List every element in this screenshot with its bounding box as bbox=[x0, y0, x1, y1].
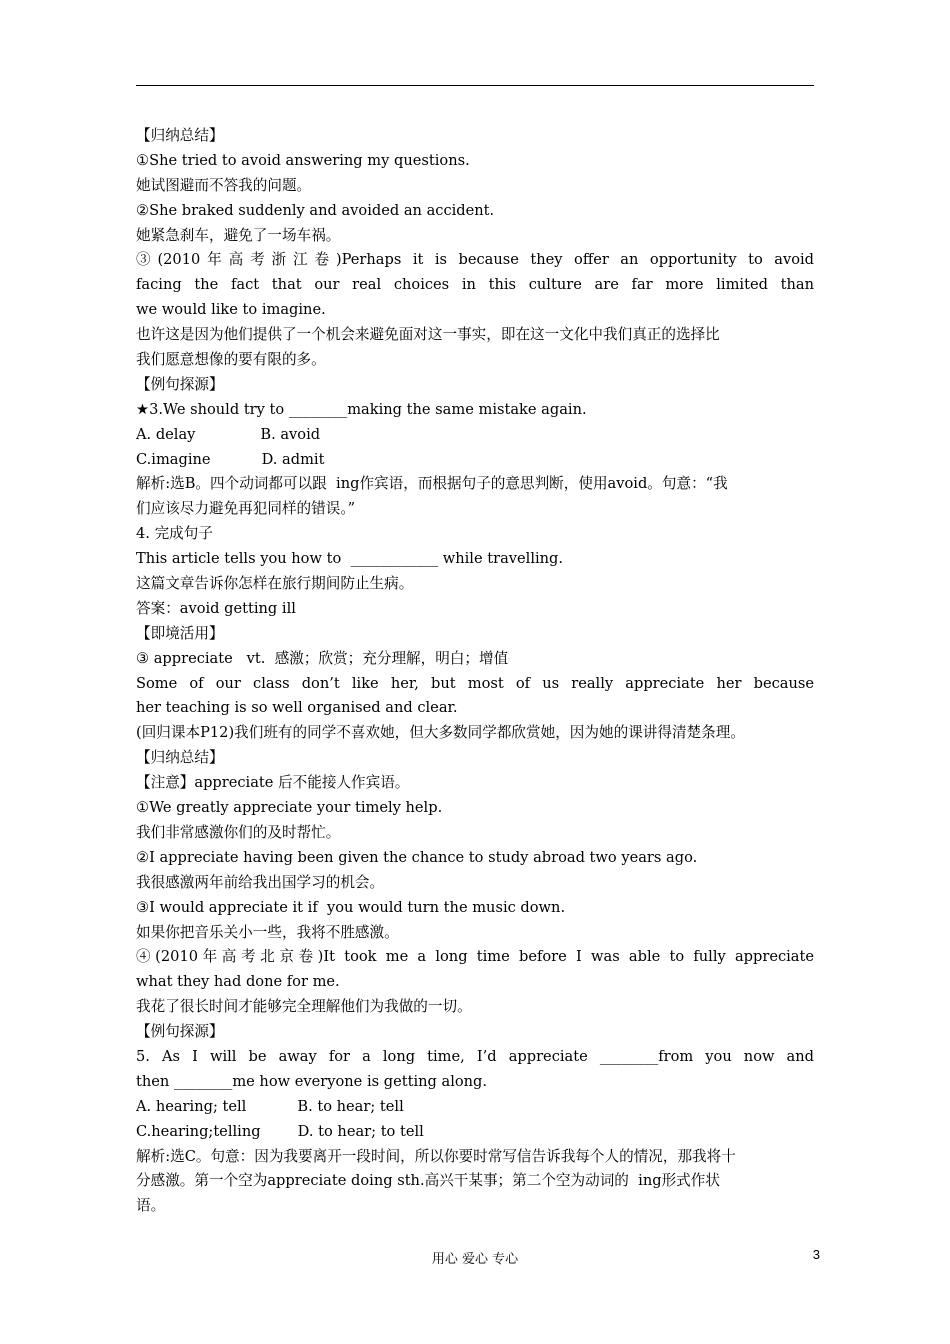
header-rule bbox=[136, 85, 814, 86]
answer-explanation-cont: 分感激。第一个空为appreciate doing sth.高兴干某事；第二个空为动词的 ing形式作状 bbox=[136, 1172, 720, 1190]
question-options: C.hearing;telling D. to hear; to tell bbox=[136, 1122, 424, 1140]
section-heading: 【归纳总结】 bbox=[136, 749, 224, 767]
answer-explanation: 解析:选B。四个动词都可以跟 ing作宾语，而根据句子的意思判断，使用avoid。句意：“我 bbox=[136, 475, 728, 493]
section-heading: 【归纳总结】 bbox=[136, 127, 224, 144]
example-sentence: ②She braked suddenly and avoided an accident. bbox=[136, 201, 495, 219]
answer-text: 答案：avoid getting ill bbox=[136, 599, 296, 617]
answer-explanation: 解析:选C。句意：因为我要离开一段时间，所以你要时常写信告诉我每个人的情况，那我将十 bbox=[136, 1147, 736, 1165]
example-sentence: Some of our class don’t like her, but most of us really appreciate her because bbox=[136, 674, 814, 692]
example-translation: 她紧急刹车，避免了一场车祸。 bbox=[136, 226, 341, 244]
question-stem: This article tells you how to ____________ while travelling. bbox=[136, 550, 564, 568]
answer-explanation-cont: 们应该尽力避免再犯同样的错误。” bbox=[136, 500, 356, 518]
example-sentence: ④(2010年高考北京卷)It took me a long time before I was able to fully appreciate bbox=[136, 948, 814, 966]
example-translation: 也许这是因为他们提供了一个机会来避免面对这一事实，即在这一文化中我们真正的选择比 bbox=[136, 326, 720, 344]
section-heading: 【即境活用】 bbox=[136, 624, 224, 642]
section-heading: 【例句探源】 bbox=[136, 375, 224, 393]
question-options: A. delay B. avoid bbox=[136, 425, 321, 443]
example-sentence-cont: facing the fact that our real choices in this culture are far more limited than bbox=[136, 276, 814, 294]
question-translation: 这篇文章告诉你怎样在旅行期间防止生病。 bbox=[136, 575, 414, 593]
question-options: C.imagine D. admit bbox=[136, 450, 325, 468]
example-sentence-cont: her teaching is so well organised and clear. bbox=[136, 699, 458, 717]
example-sentence: ①She tried to avoid answering my questions. bbox=[136, 151, 470, 169]
example-sentence-cont: what they had done for me. bbox=[136, 973, 340, 991]
question-stem-cont: then ________me how everyone is getting along. bbox=[136, 1072, 488, 1090]
example-sentence: ②I appreciate having been given the chance to study abroad two years ago. bbox=[136, 848, 698, 866]
question-options: A. hearing; tell B. to hear; tell bbox=[136, 1097, 404, 1115]
example-sentence: ③(2010年高考浙江卷)Perhaps it is because they offer an opportunity to avoid bbox=[136, 251, 814, 269]
section-heading: 【例句探源】 bbox=[136, 1023, 224, 1041]
example-translation-cont: 我们愿意想像的要有限的多。 bbox=[136, 351, 326, 369]
example-translation: (回归课本P12)我们班有的同学不喜欢她，但大多数同学都欣赏她，因为她的课讲得清楚条理。 bbox=[136, 724, 745, 742]
example-sentence: ③I would appreciate it if you would turn the music down. bbox=[136, 898, 566, 916]
example-translation: 我花了很长时间才能够完全理解他们为我做的一切。 bbox=[136, 998, 472, 1016]
question-heading: 4. 完成句子 bbox=[136, 525, 213, 543]
example-sentence: ①We greatly appreciate your timely help. bbox=[136, 799, 443, 817]
example-sentence-cont: we would like to imagine. bbox=[136, 301, 326, 319]
question-stem: 5. As I will be away for a long time, I’d appreciate ________from you now and bbox=[136, 1047, 814, 1065]
example-translation: 我很感激两年前给我出国学习的机会。 bbox=[136, 873, 385, 891]
example-translation: 她试图避而不答我的问题。 bbox=[136, 176, 312, 194]
document-body bbox=[136, 124, 814, 1219]
answer-explanation-cont: 语。 bbox=[136, 1197, 166, 1215]
vocab-entry: ③ appreciate vt. 感激；欣赏；充分理解，明白；增值 bbox=[136, 649, 509, 667]
usage-note: 【注意】appreciate 后不能接人作宾语。 bbox=[136, 774, 410, 792]
example-translation: 我们非常感激你们的及时帮忙。 bbox=[136, 823, 341, 841]
page-number: 3 bbox=[812, 1247, 820, 1262]
example-translation: 如果你把音乐关小一些，我将不胜感激。 bbox=[136, 923, 399, 941]
footer-motto: 用心 爱心 专心 bbox=[431, 1252, 519, 1267]
question-stem: ★3.We should try to ________making the same mistake again. bbox=[136, 400, 587, 418]
